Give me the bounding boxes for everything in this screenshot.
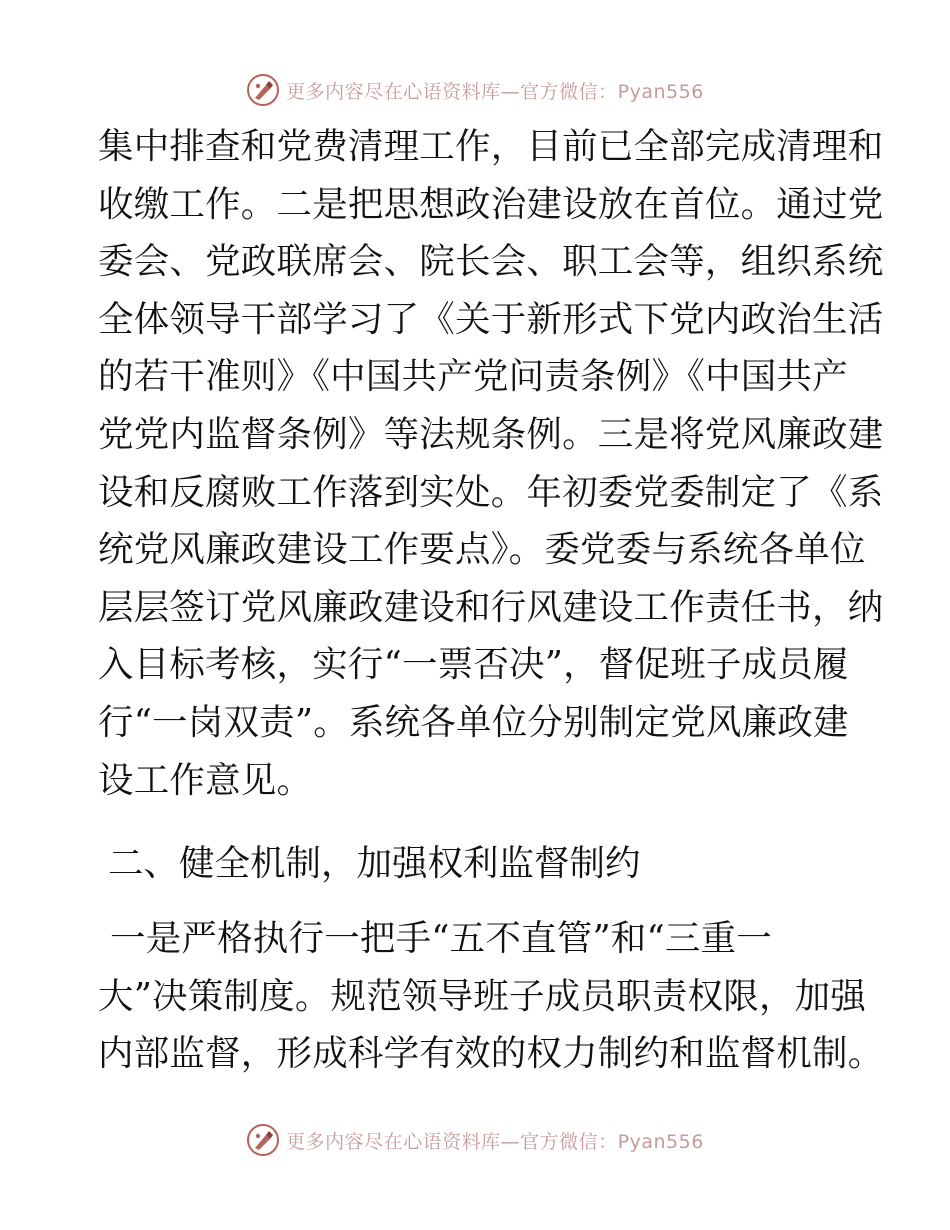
- text-line: 委会、党政联席会、院长会、职工会等，组织系统: [98, 241, 884, 283]
- text-line: 一是严格执行一把手“五不直管”和“三重一: [110, 918, 772, 959]
- pen-nib-logo-icon: [246, 73, 280, 107]
- footer-watermark: [0, 1120, 950, 1160]
- text-line: 统党风廉政建设工作要点》。委党委与系统各单位: [98, 529, 866, 571]
- text-line: 的若干准则》《中国共产党问责条例》《中国共产: [98, 356, 848, 398]
- paragraph-2: [98, 910, 884, 1083]
- watermark-text: 更多内容尽在心语资料库—官方微信：Pyan556: [286, 1130, 704, 1153]
- section-heading: 二、健全机制，加强权利监督制约: [108, 843, 641, 884]
- text-line: 层层签订党风廉政建设和行风建设工作责任书，纳: [98, 586, 884, 628]
- text-line: 党党内监督条例》等法规条例。三是将党风廉政建: [98, 413, 884, 455]
- pen-nib-logo-icon: [246, 1123, 280, 1157]
- text-line: 大”决策制度。规范领导班子成员职责权限，加强: [98, 975, 867, 1017]
- text-line: 全体领导干部学习了《关于新形式下党内政治生活: [98, 298, 884, 340]
- paragraph-1: [98, 118, 884, 809]
- text-line: 集中排查和党费清理工作，目前已全部完成清理和: [98, 126, 884, 167]
- text-line: 内部监督，形成科学有效的权力制约和监督机制。: [98, 1033, 884, 1075]
- text-line: 行“一岗双责”。系统各单位分别制定党风廉政建: [98, 701, 849, 743]
- text-line: 设和反腐败工作落到实处。年初委党委制定了《系: [98, 471, 884, 513]
- text-line: 设工作意见。: [98, 759, 313, 801]
- text-line: 收缴工作。二是把思想政治建设放在首位。通过党: [98, 183, 884, 225]
- text-line: 入目标考核，实行“一票否决”，督促班子成员履: [98, 644, 849, 686]
- header-watermark: [0, 70, 950, 110]
- watermark-text: 更多内容尽在心语资料库—官方微信：Pyan556: [286, 80, 704, 103]
